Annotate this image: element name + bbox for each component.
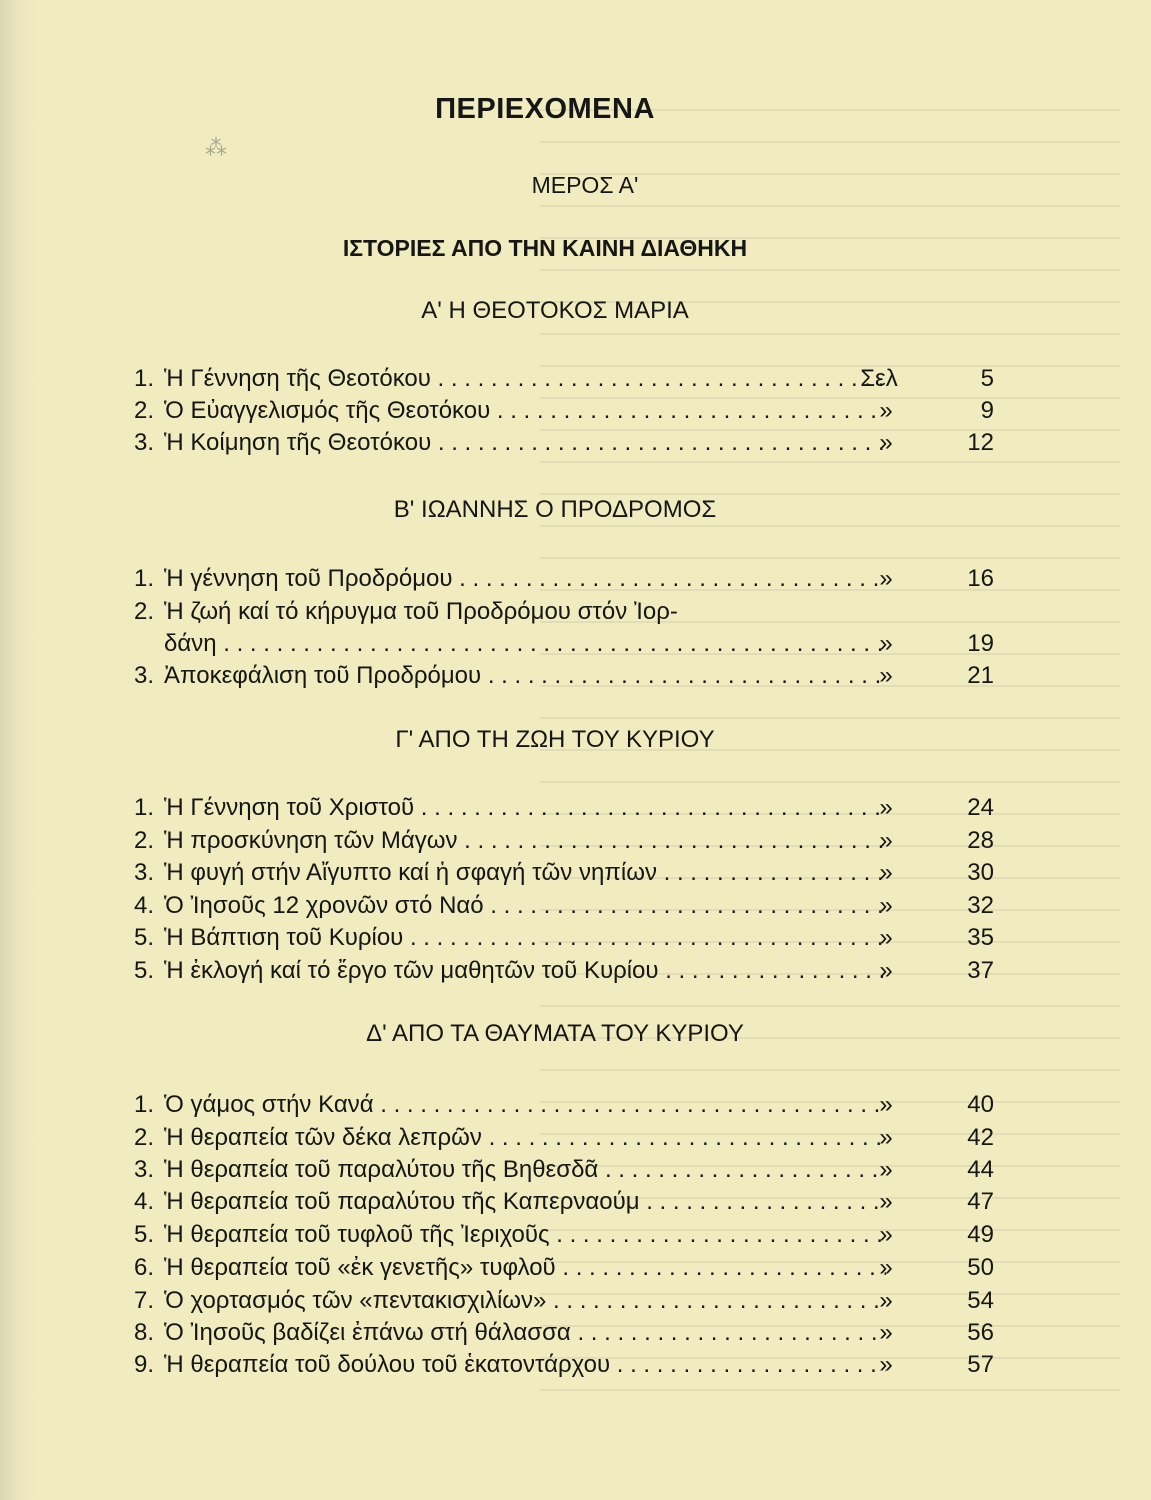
entry-number: 1. — [134, 1091, 155, 1118]
entry-title: Ὁ Ἰησοῦς βαδίζει ἐπάνω στή θάλασσα . . . — [164, 1317, 886, 1349]
entry-number: 9. — [134, 1351, 155, 1378]
ink-smudge: ⁂ — [205, 135, 227, 160]
toc-entry — [134, 1089, 1004, 1121]
section-heading: Δ' ΑΠΟ ΤΑ ΘΑΥΜΑΤΑ ΤΟΥ ΚΥΡΙΟΥ — [366, 1020, 744, 1047]
entry-title: Ἡ θεραπεία τοῦ «ἐκ γενετῆς» τυφλοῦ . . . — [164, 1252, 886, 1284]
entry-page: 35 — [967, 924, 994, 951]
entry-number: 2. — [134, 397, 155, 424]
toc-entry — [134, 1186, 1004, 1218]
entry-number: 5. — [134, 1221, 155, 1248]
entry-page: 30 — [967, 859, 994, 886]
entry-page: 50 — [967, 1254, 994, 1281]
entry-page: 24 — [967, 794, 994, 821]
entry-title: Ἡ Γέννηση τῆς Θεοτόκου . . . — [164, 363, 886, 395]
ditto-mark: » — [879, 662, 893, 689]
toc-entry — [134, 395, 1004, 427]
ditto-mark: » — [879, 397, 893, 424]
section-heading: Γ' ΑΠΟ ΤΗ ΖΩΗ ΤΟΥ ΚΥΡΙΟΥ — [395, 726, 715, 753]
entry-title: Ὁ χορτασμός τῶν «πεντακισχιλίων» . . . — [164, 1285, 886, 1317]
entry-number: 3. — [134, 662, 155, 689]
ditto-mark: » — [879, 1319, 893, 1346]
ditto-mark: » — [879, 1254, 893, 1281]
entry-title: Ἡ γέννηση τοῦ Προδρόμου . . . — [164, 563, 886, 595]
entry-number: 4. — [134, 1188, 155, 1215]
book-subtitle: ΙΣΤΟΡΙΕΣ ΑΠΟ ΤΗΝ ΚΑΙΝΗ ΔΙΑΘΗΚΗ — [342, 235, 748, 261]
entry-title: Ἡ ζωή καί τό κήρυγμα τοῦ Προδρόμου στόν Ἰορ- — [164, 598, 678, 625]
ditto-mark: » — [879, 1124, 893, 1151]
entry-title: Ἡ φυγή στήν Αἴγυπτο καί ἡ σφαγή τῶν νηπίων . . . — [164, 857, 886, 889]
toc-entry — [134, 857, 1004, 889]
ditto-mark: » — [879, 957, 893, 984]
ditto-mark: » — [879, 1156, 893, 1183]
toc-entry — [134, 1122, 1004, 1154]
toc-entry — [134, 922, 1004, 954]
entry-page: 9 — [980, 397, 994, 424]
toc-entry — [134, 363, 1004, 395]
toc-entry — [134, 792, 1004, 824]
entry-page: 12 — [967, 429, 994, 456]
entry-title: Ὁ γάμος στήν Κανά . . . — [164, 1089, 886, 1121]
section-heading: Β' ΙΩΑΝΝΗΣ Ο ΠΡΟΔΡΟΜΟΣ — [393, 496, 717, 523]
entry-page: 5 — [980, 365, 994, 392]
entry-page: 21 — [967, 662, 994, 689]
toc-entry — [134, 1219, 1004, 1251]
ditto-mark: » — [879, 565, 893, 592]
entry-page: 57 — [967, 1351, 994, 1378]
entry-page: 49 — [967, 1221, 994, 1248]
entry-title: Ἡ προσκύνηση τῶν Μάγων . . . — [164, 825, 886, 857]
entry-page: 28 — [967, 827, 994, 854]
entry-number: 2. — [134, 827, 155, 854]
entry-page: 32 — [967, 892, 994, 919]
ditto-mark: » — [879, 924, 893, 951]
entry-title: Ἀποκεφάλιση τοῦ Προδρόμου . . . — [164, 660, 886, 692]
entry-title: Ἡ Βάπτιση τοῦ Κυρίου . . . — [164, 922, 886, 954]
entry-page: 44 — [967, 1156, 994, 1183]
entry-number: 5. — [134, 924, 155, 951]
entry-number: 1. — [134, 794, 155, 821]
part-label: ΜΕΡΟΣ Α' — [531, 172, 639, 198]
toc-entry — [134, 955, 1004, 987]
ditto-mark: » — [879, 859, 893, 886]
entry-page: 47 — [967, 1188, 994, 1215]
ditto-mark: » — [879, 630, 893, 657]
entry-title: Ἡ ἐκλογή καί τό ἔργο τῶν μαθητῶν τοῦ Κυρίου . . . — [164, 955, 886, 987]
toc-entry — [134, 660, 1004, 692]
entry-number: 2. — [134, 598, 155, 625]
entry-title: Ἡ θεραπεία τοῦ παραλύτου τῆς Βηθεσδᾶ . . . — [164, 1154, 886, 1186]
entry-title: Ἡ θεραπεία τοῦ τυφλοῦ τῆς Ἰεριχοῦς . . . — [164, 1219, 886, 1251]
toc-entry — [134, 1285, 1004, 1317]
toc-entry — [134, 1317, 1004, 1349]
entry-page: 19 — [967, 630, 994, 657]
entry-page: 54 — [967, 1287, 994, 1314]
entry-number: 7. — [134, 1287, 155, 1314]
entry-title: Ἡ θεραπεία τοῦ παραλύτου τῆς Καπερναούμ . . . — [164, 1186, 886, 1218]
toc-entry — [134, 1349, 1004, 1381]
toc-entry — [134, 1252, 1004, 1284]
entry-number: 1. — [134, 365, 155, 392]
entry-page: 37 — [967, 957, 994, 984]
entry-title: Ἡ Κοίμηση τῆς Θεοτόκου . . . — [164, 427, 886, 459]
ditto-mark: » — [879, 1091, 893, 1118]
ditto-mark: » — [879, 1351, 893, 1378]
page-title: ΠΕΡΙΕΧΟΜΕΝΑ — [435, 93, 655, 125]
entry-page: 42 — [967, 1124, 994, 1151]
ditto-mark: » — [879, 794, 893, 821]
entry-title: Ὁ Εὐαγγελισμός τῆς Θεοτόκου . . . — [164, 395, 886, 427]
entry-number: 5. — [134, 957, 155, 984]
entry-title: Ἡ Γέννηση τοῦ Χριστοῦ . . . — [164, 792, 886, 824]
toc-entry — [134, 1154, 1004, 1186]
entry-number: 3. — [134, 859, 155, 886]
entry-page: 56 — [967, 1319, 994, 1346]
ditto-mark: » — [879, 1188, 893, 1215]
entry-page: 40 — [967, 1091, 994, 1118]
entry-number: 4. — [134, 892, 155, 919]
toc-entry-continuation — [134, 628, 1004, 660]
toc-entry — [134, 563, 1004, 595]
ditto-mark: » — [879, 1287, 893, 1314]
entry-number: 6. — [134, 1254, 155, 1281]
entry-number: 3. — [134, 1156, 155, 1183]
toc-entry — [134, 596, 1004, 628]
entry-title: Ὁ Ἰησοῦς 12 χρονῶν στό Ναό . . . — [164, 890, 886, 922]
ditto-mark: » — [879, 429, 893, 456]
ditto-mark: » — [879, 892, 893, 919]
entry-title-continuation: δάνη . . . — [164, 628, 886, 660]
toc-entry — [134, 427, 1004, 459]
entry-number: 8. — [134, 1319, 155, 1346]
ditto-mark: » — [879, 827, 893, 854]
page-label: Σελ — [860, 365, 898, 392]
ditto-mark: » — [879, 1221, 893, 1248]
entry-number: 3. — [134, 429, 155, 456]
entry-title: Ἡ θεραπεία τοῦ δούλου τοῦ ἑκατοντάρχου . . . — [164, 1349, 886, 1381]
toc-entry — [134, 825, 1004, 857]
entry-number: 2. — [134, 1124, 155, 1151]
section-heading: Α' Η ΘΕΟΤΟΚΟΣ ΜΑΡΙΑ — [421, 297, 689, 324]
entry-title: Ἡ θεραπεία τῶν δέκα λεπρῶν . . . — [164, 1122, 886, 1154]
entry-number: 1. — [134, 565, 155, 592]
entry-page: 16 — [967, 565, 994, 592]
toc-entry — [134, 890, 1004, 922]
